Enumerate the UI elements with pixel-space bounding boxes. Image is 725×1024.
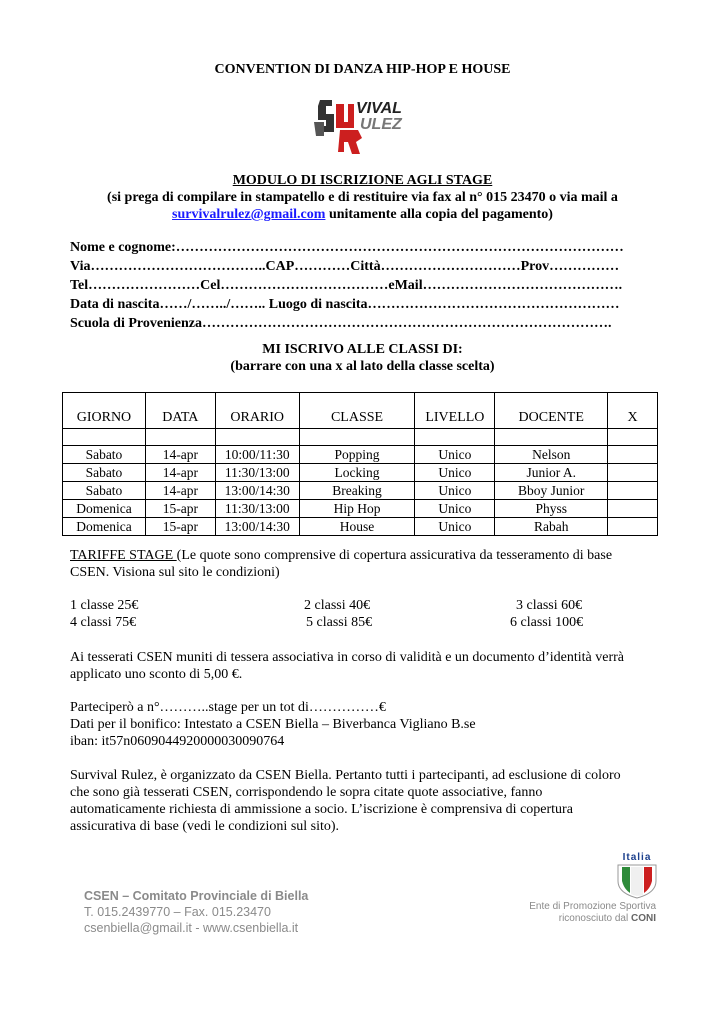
name-field[interactable]: Nome e cognome:……………………………………………………………………………………	[70, 240, 624, 255]
participation-line: Parteciperò a n°………..stage per un tot di……………€	[70, 700, 386, 715]
coni-line-2: riconosciuto dal CONI	[558, 913, 656, 924]
coni-line-1: Ente di Promozione Sportiva	[529, 901, 656, 912]
coni-shield-icon	[614, 863, 660, 899]
instruction-line-2	[0, 207, 725, 223]
classes-heading: MI ISCRIVO ALLE CLASSI DI:	[262, 342, 463, 357]
table-blank-row	[63, 429, 658, 446]
address-field[interactable]: Via………………………………..CAP…………Città…………………………Prov……………	[70, 259, 620, 274]
table-header-row	[63, 393, 658, 429]
logo-text-ulez: ULEZ	[360, 116, 402, 133]
birth-field[interactable]: Data di nascita……/……../…….. Luogo di nascita………………………………………………	[70, 297, 620, 312]
table-row: Domenica 15-apr 13:00/14:30 House Unico Rabah	[63, 518, 658, 536]
header-giorno: GIORNO	[63, 393, 146, 429]
school-field[interactable]: Scuola di Provenienza…………………………………………………………………………….	[70, 316, 612, 331]
closing-line-3: automaticamente richiesta di ammissione a socio. L’iscrizione è comprensiva di copertura	[70, 802, 573, 817]
closing-line-1: Survival Rulez, è organizzato da CSEN Biella. Pertanto tutti i partecipanti, ad esclusione di coloro	[70, 768, 621, 783]
coni-emblem	[614, 852, 660, 902]
closing-line-4: assicurativa di base (vedi le condizioni sul sito).	[70, 819, 340, 834]
header-x: X	[608, 393, 658, 429]
tariffe-label: TARIFFE STAGE	[70, 548, 177, 563]
italia-text: Italia	[622, 852, 652, 863]
instruction-line-1: (si prega di compilare in stampatello e di restituire via fax al n° 015 23470 o via mail a	[107, 190, 618, 205]
survival-rulez-logo	[310, 92, 420, 162]
header-docente: DOCENTE	[495, 393, 608, 429]
table-row: Sabato 14-apr 13:00/14:30 Breaking Unico Bboy Junior	[63, 482, 658, 500]
price-1: 1 classe 25€	[70, 598, 139, 613]
select-cell[interactable]	[608, 500, 658, 518]
classes-subheading: (barrare con una x al lato della classe scelta)	[230, 359, 495, 374]
price-6: 6 classi 100€	[510, 615, 584, 630]
select-cell[interactable]	[608, 482, 658, 500]
instruction-tail: unitamente alla copia del pagamento)	[325, 207, 553, 222]
header-livello: LIVELLO	[415, 393, 495, 429]
discount-line-1: Ai tesserati CSEN muniti di tessera associativa in corso di validità e un documento d’identità verrà	[70, 650, 625, 665]
price-5: 5 classi 85€	[306, 615, 373, 630]
classes-table	[62, 392, 658, 536]
footer-org: CSEN – Comitato Provinciale di Biella	[84, 889, 309, 903]
header-data: DATA	[145, 393, 215, 429]
closing-line-2: che sono già tesserati CSEN, corrispondendo le sopra citate quote associative, fanno	[70, 785, 543, 800]
select-cell[interactable]	[608, 518, 658, 536]
tariffe-paragraph	[70, 547, 670, 581]
bank-line: Dati per il bonifico: Intestato a CSEN Biella – Biverbanca Vigliano B.se	[70, 717, 476, 732]
table-row: Sabato 14-apr 10:00/11:30 Popping Unico Nelson	[63, 446, 658, 464]
price-3: 3 classi 60€	[516, 598, 583, 613]
logo-text-vival: VIVAL	[356, 100, 402, 117]
footer-contacts: csenbiella@gmail.it - www.csenbiella.it	[84, 921, 299, 935]
coni-text	[520, 901, 656, 925]
header-classe: CLASSE	[299, 393, 415, 429]
header-orario: ORARIO	[215, 393, 299, 429]
iban-line: iban: it57n0609044920000030090764	[70, 734, 285, 749]
select-cell[interactable]	[608, 464, 658, 482]
price-4: 4 classi 75€	[70, 615, 137, 630]
discount-line-2: applicato uno sconto di 5,00 €.	[70, 667, 243, 682]
contact-field[interactable]: Tel……………………Cel………………………………eMail…………………………………….	[70, 278, 623, 293]
form-title: MODULO DI ISCRIZIONE AGLI STAGE	[232, 173, 493, 188]
select-cell[interactable]	[608, 446, 658, 464]
table-row: Sabato 14-apr 11:30/13:00 Locking Unico Junior A.	[63, 464, 658, 482]
tariffe-text-2: CSEN. Visiona sul sito le condizioni)	[70, 565, 280, 580]
tariffe-text-1: (Le quote sono comprensive di copertura assicurativa da tesseramento di base	[176, 548, 613, 563]
price-2: 2 classi 40€	[304, 598, 371, 613]
page-title: CONVENTION DI DANZA HIP-HOP E HOUSE	[214, 62, 511, 77]
footer-phone: T. 015.2439770 – Fax. 015.23470	[84, 905, 271, 919]
email-link[interactable]: survivalrulez@gmail.com	[172, 207, 326, 222]
table-row: Domenica 15-apr 11:30/13:00 Hip Hop Unico Physs	[63, 500, 658, 518]
